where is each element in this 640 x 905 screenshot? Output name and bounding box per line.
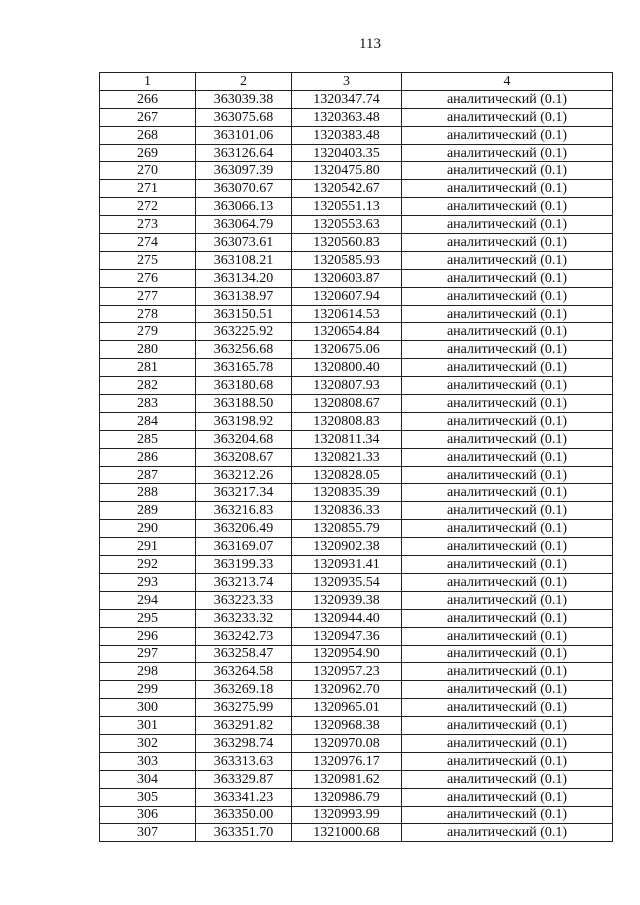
y-coordinate-cell: 1320585.93 xyxy=(292,251,402,269)
x-coordinate-cell: 363070.67 xyxy=(196,180,292,198)
method-cell: аналитический (0.1) xyxy=(402,591,613,609)
method-cell: аналитический (0.1) xyxy=(402,484,613,502)
coordinates-table xyxy=(99,72,613,842)
x-coordinate-cell: 363351.70 xyxy=(196,824,292,842)
method-cell: аналитический (0.1) xyxy=(402,663,613,681)
y-coordinate-cell: 1320976.17 xyxy=(292,752,402,770)
method-cell: аналитический (0.1) xyxy=(402,162,613,180)
method-cell: аналитический (0.1) xyxy=(402,144,613,162)
method-cell: аналитический (0.1) xyxy=(402,824,613,842)
table-row xyxy=(100,234,613,252)
point-number-cell: 272 xyxy=(100,198,196,216)
point-number-cell: 290 xyxy=(100,520,196,538)
x-coordinate-cell: 363204.68 xyxy=(196,430,292,448)
table-row xyxy=(100,448,613,466)
point-number-cell: 298 xyxy=(100,663,196,681)
table-header-row xyxy=(100,73,613,91)
x-coordinate-cell: 363208.67 xyxy=(196,448,292,466)
table-row xyxy=(100,591,613,609)
point-number-cell: 279 xyxy=(100,323,196,341)
point-number-cell: 267 xyxy=(100,108,196,126)
table-row xyxy=(100,538,613,556)
table-row xyxy=(100,484,613,502)
y-coordinate-cell: 1320347.74 xyxy=(292,90,402,108)
table-row xyxy=(100,502,613,520)
point-number-cell: 285 xyxy=(100,430,196,448)
x-coordinate-cell: 363275.99 xyxy=(196,699,292,717)
y-coordinate-cell: 1320821.33 xyxy=(292,448,402,466)
x-coordinate-cell: 363213.74 xyxy=(196,573,292,591)
point-number-cell: 271 xyxy=(100,180,196,198)
y-coordinate-cell: 1320970.08 xyxy=(292,734,402,752)
method-cell: аналитический (0.1) xyxy=(402,251,613,269)
y-coordinate-cell: 1320993.99 xyxy=(292,806,402,824)
x-coordinate-cell: 363264.58 xyxy=(196,663,292,681)
method-cell: аналитический (0.1) xyxy=(402,269,613,287)
point-number-cell: 303 xyxy=(100,752,196,770)
point-number-cell: 274 xyxy=(100,234,196,252)
y-coordinate-cell: 1320553.63 xyxy=(292,216,402,234)
y-coordinate-cell: 1320902.38 xyxy=(292,538,402,556)
method-cell: аналитический (0.1) xyxy=(402,448,613,466)
table-row xyxy=(100,627,613,645)
point-number-cell: 284 xyxy=(100,412,196,430)
table-row xyxy=(100,430,613,448)
x-coordinate-cell: 363216.83 xyxy=(196,502,292,520)
method-cell: аналитический (0.1) xyxy=(402,108,613,126)
y-coordinate-cell: 1320962.70 xyxy=(292,681,402,699)
table-row xyxy=(100,180,613,198)
y-coordinate-cell: 1320981.62 xyxy=(292,770,402,788)
y-coordinate-cell: 1321000.68 xyxy=(292,824,402,842)
x-coordinate-cell: 363064.79 xyxy=(196,216,292,234)
point-number-cell: 297 xyxy=(100,645,196,663)
table-row xyxy=(100,645,613,663)
point-number-cell: 293 xyxy=(100,573,196,591)
y-coordinate-cell: 1320954.90 xyxy=(292,645,402,663)
x-coordinate-cell: 363108.21 xyxy=(196,251,292,269)
point-number-cell: 300 xyxy=(100,699,196,717)
y-coordinate-cell: 1320807.93 xyxy=(292,377,402,395)
method-cell: аналитический (0.1) xyxy=(402,395,613,413)
point-number-cell: 288 xyxy=(100,484,196,502)
table-row xyxy=(100,269,613,287)
y-coordinate-cell: 1320808.83 xyxy=(292,412,402,430)
x-coordinate-cell: 363039.38 xyxy=(196,90,292,108)
x-coordinate-cell: 363223.33 xyxy=(196,591,292,609)
table-row xyxy=(100,734,613,752)
column-header-1: 1 xyxy=(100,73,196,91)
method-cell: аналитический (0.1) xyxy=(402,323,613,341)
x-coordinate-cell: 363233.32 xyxy=(196,609,292,627)
y-coordinate-cell: 1320614.53 xyxy=(292,305,402,323)
table-body xyxy=(100,90,613,841)
point-number-cell: 275 xyxy=(100,251,196,269)
method-cell: аналитический (0.1) xyxy=(402,502,613,520)
table-row xyxy=(100,663,613,681)
y-coordinate-cell: 1320363.48 xyxy=(292,108,402,126)
x-coordinate-cell: 363073.61 xyxy=(196,234,292,252)
x-coordinate-cell: 363165.78 xyxy=(196,359,292,377)
method-cell: аналитический (0.1) xyxy=(402,90,613,108)
x-coordinate-cell: 363199.33 xyxy=(196,556,292,574)
method-cell: аналитический (0.1) xyxy=(402,699,613,717)
x-coordinate-cell: 363206.49 xyxy=(196,520,292,538)
x-coordinate-cell: 363291.82 xyxy=(196,717,292,735)
y-coordinate-cell: 1320855.79 xyxy=(292,520,402,538)
table-row xyxy=(100,466,613,484)
y-coordinate-cell: 1320542.67 xyxy=(292,180,402,198)
y-coordinate-cell: 1320957.23 xyxy=(292,663,402,681)
y-coordinate-cell: 1320939.38 xyxy=(292,591,402,609)
method-cell: аналитический (0.1) xyxy=(402,180,613,198)
table-row xyxy=(100,752,613,770)
method-cell: аналитический (0.1) xyxy=(402,287,613,305)
y-coordinate-cell: 1320607.94 xyxy=(292,287,402,305)
y-coordinate-cell: 1320944.40 xyxy=(292,609,402,627)
x-coordinate-cell: 363169.07 xyxy=(196,538,292,556)
table-row xyxy=(100,126,613,144)
point-number-cell: 291 xyxy=(100,538,196,556)
method-cell: аналитический (0.1) xyxy=(402,341,613,359)
table-row xyxy=(100,162,613,180)
method-cell: аналитический (0.1) xyxy=(402,752,613,770)
y-coordinate-cell: 1320654.84 xyxy=(292,323,402,341)
x-coordinate-cell: 363075.68 xyxy=(196,108,292,126)
point-number-cell: 277 xyxy=(100,287,196,305)
point-number-cell: 292 xyxy=(100,556,196,574)
y-coordinate-cell: 1320968.38 xyxy=(292,717,402,735)
y-coordinate-cell: 1320808.67 xyxy=(292,395,402,413)
x-coordinate-cell: 363256.68 xyxy=(196,341,292,359)
y-coordinate-cell: 1320675.06 xyxy=(292,341,402,359)
point-number-cell: 299 xyxy=(100,681,196,699)
table-row xyxy=(100,609,613,627)
point-number-cell: 266 xyxy=(100,90,196,108)
table-row xyxy=(100,287,613,305)
y-coordinate-cell: 1320551.13 xyxy=(292,198,402,216)
x-coordinate-cell: 363350.00 xyxy=(196,806,292,824)
table-row xyxy=(100,377,613,395)
method-cell: аналитический (0.1) xyxy=(402,788,613,806)
y-coordinate-cell: 1320811.34 xyxy=(292,430,402,448)
point-number-cell: 278 xyxy=(100,305,196,323)
method-cell: аналитический (0.1) xyxy=(402,538,613,556)
column-header-4: 4 xyxy=(402,73,613,91)
point-number-cell: 270 xyxy=(100,162,196,180)
y-coordinate-cell: 1320475.80 xyxy=(292,162,402,180)
method-cell: аналитический (0.1) xyxy=(402,556,613,574)
table-row xyxy=(100,681,613,699)
point-number-cell: 289 xyxy=(100,502,196,520)
point-number-cell: 295 xyxy=(100,609,196,627)
y-coordinate-cell: 1320835.39 xyxy=(292,484,402,502)
point-number-cell: 307 xyxy=(100,824,196,842)
page-number: 113 xyxy=(359,36,381,52)
point-number-cell: 296 xyxy=(100,627,196,645)
point-number-cell: 294 xyxy=(100,591,196,609)
method-cell: аналитический (0.1) xyxy=(402,681,613,699)
table-row xyxy=(100,216,613,234)
y-coordinate-cell: 1320986.79 xyxy=(292,788,402,806)
x-coordinate-cell: 363212.26 xyxy=(196,466,292,484)
method-cell: аналитический (0.1) xyxy=(402,126,613,144)
x-coordinate-cell: 363341.23 xyxy=(196,788,292,806)
x-coordinate-cell: 363066.13 xyxy=(196,198,292,216)
table-row xyxy=(100,573,613,591)
method-cell: аналитический (0.1) xyxy=(402,645,613,663)
method-cell: аналитический (0.1) xyxy=(402,359,613,377)
y-coordinate-cell: 1320836.33 xyxy=(292,502,402,520)
table-row xyxy=(100,717,613,735)
table-row xyxy=(100,341,613,359)
x-coordinate-cell: 363126.64 xyxy=(196,144,292,162)
x-coordinate-cell: 363138.97 xyxy=(196,287,292,305)
table-row xyxy=(100,90,613,108)
column-header-2: 2 xyxy=(196,73,292,91)
table-row xyxy=(100,824,613,842)
table-row xyxy=(100,556,613,574)
table-row xyxy=(100,520,613,538)
table-row xyxy=(100,108,613,126)
method-cell: аналитический (0.1) xyxy=(402,466,613,484)
method-cell: аналитический (0.1) xyxy=(402,770,613,788)
table-row xyxy=(100,770,613,788)
method-cell: аналитический (0.1) xyxy=(402,627,613,645)
table-row xyxy=(100,305,613,323)
table-row xyxy=(100,788,613,806)
x-coordinate-cell: 363313.63 xyxy=(196,752,292,770)
y-coordinate-cell: 1320403.35 xyxy=(292,144,402,162)
x-coordinate-cell: 363242.73 xyxy=(196,627,292,645)
y-coordinate-cell: 1320947.36 xyxy=(292,627,402,645)
point-number-cell: 282 xyxy=(100,377,196,395)
x-coordinate-cell: 363269.18 xyxy=(196,681,292,699)
y-coordinate-cell: 1320383.48 xyxy=(292,126,402,144)
point-number-cell: 268 xyxy=(100,126,196,144)
method-cell: аналитический (0.1) xyxy=(402,305,613,323)
point-number-cell: 276 xyxy=(100,269,196,287)
point-number-cell: 280 xyxy=(100,341,196,359)
table-row xyxy=(100,251,613,269)
y-coordinate-cell: 1320603.87 xyxy=(292,269,402,287)
point-number-cell: 273 xyxy=(100,216,196,234)
x-coordinate-cell: 363188.50 xyxy=(196,395,292,413)
x-coordinate-cell: 363180.68 xyxy=(196,377,292,395)
point-number-cell: 269 xyxy=(100,144,196,162)
point-number-cell: 281 xyxy=(100,359,196,377)
point-number-cell: 283 xyxy=(100,395,196,413)
method-cell: аналитический (0.1) xyxy=(402,377,613,395)
method-cell: аналитический (0.1) xyxy=(402,198,613,216)
point-number-cell: 287 xyxy=(100,466,196,484)
method-cell: аналитический (0.1) xyxy=(402,806,613,824)
point-number-cell: 286 xyxy=(100,448,196,466)
method-cell: аналитический (0.1) xyxy=(402,234,613,252)
point-number-cell: 306 xyxy=(100,806,196,824)
table-row xyxy=(100,806,613,824)
method-cell: аналитический (0.1) xyxy=(402,573,613,591)
x-coordinate-cell: 363298.74 xyxy=(196,734,292,752)
table-row xyxy=(100,395,613,413)
point-number-cell: 304 xyxy=(100,770,196,788)
x-coordinate-cell: 363258.47 xyxy=(196,645,292,663)
y-coordinate-cell: 1320560.83 xyxy=(292,234,402,252)
y-coordinate-cell: 1320800.40 xyxy=(292,359,402,377)
method-cell: аналитический (0.1) xyxy=(402,216,613,234)
table-row xyxy=(100,699,613,717)
y-coordinate-cell: 1320931.41 xyxy=(292,556,402,574)
y-coordinate-cell: 1320935.54 xyxy=(292,573,402,591)
x-coordinate-cell: 363150.51 xyxy=(196,305,292,323)
x-coordinate-cell: 363329.87 xyxy=(196,770,292,788)
x-coordinate-cell: 363101.06 xyxy=(196,126,292,144)
column-header-3: 3 xyxy=(292,73,402,91)
table-row xyxy=(100,412,613,430)
x-coordinate-cell: 363134.20 xyxy=(196,269,292,287)
x-coordinate-cell: 363097.39 xyxy=(196,162,292,180)
point-number-cell: 301 xyxy=(100,717,196,735)
method-cell: аналитический (0.1) xyxy=(402,430,613,448)
table-row xyxy=(100,144,613,162)
x-coordinate-cell: 363225.92 xyxy=(196,323,292,341)
method-cell: аналитический (0.1) xyxy=(402,734,613,752)
x-coordinate-cell: 363198.92 xyxy=(196,412,292,430)
y-coordinate-cell: 1320828.05 xyxy=(292,466,402,484)
method-cell: аналитический (0.1) xyxy=(402,717,613,735)
point-number-cell: 302 xyxy=(100,734,196,752)
point-number-cell: 305 xyxy=(100,788,196,806)
table-row xyxy=(100,359,613,377)
method-cell: аналитический (0.1) xyxy=(402,520,613,538)
method-cell: аналитический (0.1) xyxy=(402,412,613,430)
x-coordinate-cell: 363217.34 xyxy=(196,484,292,502)
y-coordinate-cell: 1320965.01 xyxy=(292,699,402,717)
method-cell: аналитический (0.1) xyxy=(402,609,613,627)
table-row xyxy=(100,198,613,216)
table-row xyxy=(100,323,613,341)
